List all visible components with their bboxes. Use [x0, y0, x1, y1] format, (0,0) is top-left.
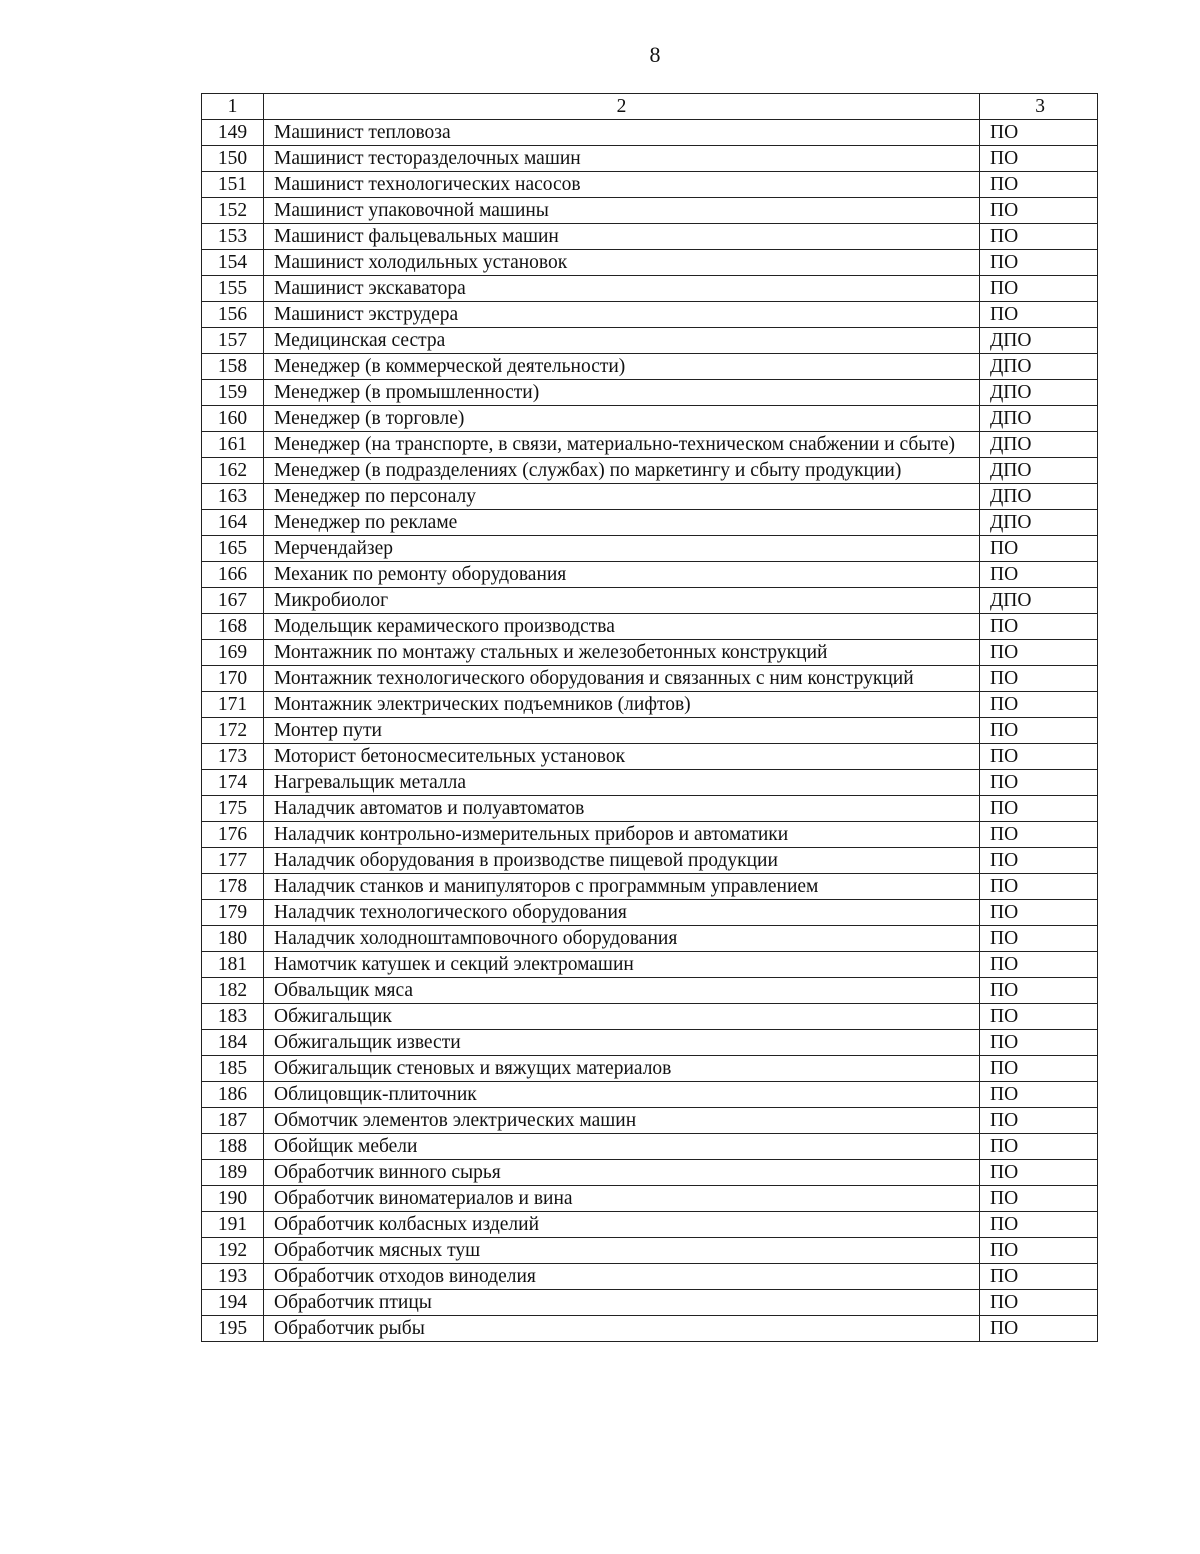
education-type-cell: ПО	[980, 614, 1098, 640]
profession-name-cell: Обмотчик элементов электрических машин	[264, 1108, 980, 1134]
table-row	[202, 1160, 1098, 1186]
row-number-cell: 150	[202, 146, 264, 172]
table-row	[202, 1004, 1098, 1030]
row-number-cell: 160	[202, 406, 264, 432]
education-type-cell: ПО	[980, 1108, 1098, 1134]
row-number-cell: 152	[202, 198, 264, 224]
row-number-cell: 191	[202, 1212, 264, 1238]
education-type-cell: ПО	[980, 1030, 1098, 1056]
row-number-cell: 172	[202, 718, 264, 744]
column-header-education: 3	[980, 94, 1098, 120]
profession-name-cell: Механик по ремонту оборудования	[264, 562, 980, 588]
education-type-cell: ПО	[980, 1004, 1098, 1030]
profession-name-cell: Модельщик керамического производства	[264, 614, 980, 640]
row-number-cell: 170	[202, 666, 264, 692]
education-type-cell: ПО	[980, 1186, 1098, 1212]
page-number: 8	[649, 42, 661, 67]
table-row	[202, 458, 1098, 484]
education-type-cell: ПО	[980, 874, 1098, 900]
row-number-cell: 180	[202, 926, 264, 952]
profession-name-cell: Машинист экструдера	[264, 302, 980, 328]
table-row	[202, 588, 1098, 614]
profession-name-cell: Монтажник технологического оборудования и связанных с ним конструкций	[264, 666, 980, 692]
table-header-row	[202, 94, 1098, 120]
professions-table	[201, 93, 1098, 1342]
table-row	[202, 250, 1098, 276]
education-type-cell: ПО	[980, 926, 1098, 952]
education-type-cell: ПО	[980, 900, 1098, 926]
profession-name-cell: Менеджер (в промышленности)	[264, 380, 980, 406]
education-type-cell: ДПО	[980, 458, 1098, 484]
profession-name-cell: Медицинская сестра	[264, 328, 980, 354]
profession-name-cell: Монтер пути	[264, 718, 980, 744]
table-row	[202, 146, 1098, 172]
row-number-cell: 156	[202, 302, 264, 328]
education-type-cell: ДПО	[980, 588, 1098, 614]
education-type-cell: ПО	[980, 666, 1098, 692]
table-row	[202, 822, 1098, 848]
table-row	[202, 1264, 1098, 1290]
profession-name-cell: Моторист бетоносмесительных установок	[264, 744, 980, 770]
table-row	[202, 198, 1098, 224]
education-type-cell: ПО	[980, 536, 1098, 562]
row-number-cell: 182	[202, 978, 264, 1004]
education-type-cell: ПО	[980, 224, 1098, 250]
row-number-cell: 169	[202, 640, 264, 666]
education-type-cell: ПО	[980, 640, 1098, 666]
table-row	[202, 614, 1098, 640]
row-number-cell: 175	[202, 796, 264, 822]
education-type-cell: ДПО	[980, 406, 1098, 432]
education-type-cell: ПО	[980, 770, 1098, 796]
education-type-cell: ПО	[980, 1082, 1098, 1108]
row-number-cell: 192	[202, 1238, 264, 1264]
row-number-cell: 181	[202, 952, 264, 978]
education-type-cell: ПО	[980, 1160, 1098, 1186]
profession-name-cell: Намотчик катушек и секций электромашин	[264, 952, 980, 978]
row-number-cell: 171	[202, 692, 264, 718]
table-row	[202, 406, 1098, 432]
education-type-cell: ПО	[980, 1290, 1098, 1316]
profession-name-cell: Наладчик оборудования в производстве пищевой продукции	[264, 848, 980, 874]
table-row	[202, 1316, 1098, 1342]
education-type-cell: ПО	[980, 120, 1098, 146]
table-row	[202, 432, 1098, 458]
education-type-cell: ПО	[980, 1056, 1098, 1082]
column-header-profession: 2	[264, 94, 980, 120]
row-number-cell: 149	[202, 120, 264, 146]
education-type-cell: ПО	[980, 276, 1098, 302]
table-row	[202, 1030, 1098, 1056]
table-row	[202, 952, 1098, 978]
education-type-cell: ПО	[980, 198, 1098, 224]
row-number-cell: 163	[202, 484, 264, 510]
education-type-cell: ПО	[980, 1212, 1098, 1238]
table-row	[202, 1108, 1098, 1134]
education-type-cell: ПО	[980, 302, 1098, 328]
table-row	[202, 302, 1098, 328]
table-row	[202, 770, 1098, 796]
education-type-cell: ПО	[980, 848, 1098, 874]
profession-name-cell: Обжигальщик извести	[264, 1030, 980, 1056]
table-row	[202, 1212, 1098, 1238]
profession-name-cell: Мерчендайзер	[264, 536, 980, 562]
table-row	[202, 1186, 1098, 1212]
education-type-cell: ДПО	[980, 432, 1098, 458]
profession-name-cell: Машинист экскаватора	[264, 276, 980, 302]
row-number-cell: 184	[202, 1030, 264, 1056]
profession-name-cell: Обработчик виноматериалов и вина	[264, 1186, 980, 1212]
table-row	[202, 874, 1098, 900]
row-number-cell: 178	[202, 874, 264, 900]
profession-name-cell: Машинист фальцевальных машин	[264, 224, 980, 250]
table-row	[202, 510, 1098, 536]
table-row	[202, 1082, 1098, 1108]
table-row	[202, 900, 1098, 926]
profession-name-cell: Обработчик отходов виноделия	[264, 1264, 980, 1290]
table-row	[202, 120, 1098, 146]
table-row	[202, 354, 1098, 380]
row-number-cell: 158	[202, 354, 264, 380]
education-type-cell: ПО	[980, 172, 1098, 198]
row-number-cell: 176	[202, 822, 264, 848]
row-number-cell: 173	[202, 744, 264, 770]
education-type-cell: ПО	[980, 146, 1098, 172]
profession-name-cell: Обработчик мясных туш	[264, 1238, 980, 1264]
row-number-cell: 194	[202, 1290, 264, 1316]
profession-name-cell: Обработчик винного сырья	[264, 1160, 980, 1186]
row-number-cell: 195	[202, 1316, 264, 1342]
row-number-cell: 166	[202, 562, 264, 588]
row-number-cell: 183	[202, 1004, 264, 1030]
row-number-cell: 159	[202, 380, 264, 406]
table-row	[202, 718, 1098, 744]
table-header	[202, 94, 1098, 120]
education-type-cell: ДПО	[980, 484, 1098, 510]
table-row	[202, 692, 1098, 718]
profession-name-cell: Обработчик птицы	[264, 1290, 980, 1316]
table-row	[202, 796, 1098, 822]
row-number-cell: 162	[202, 458, 264, 484]
education-type-cell: ДПО	[980, 380, 1098, 406]
table-body	[202, 120, 1098, 1342]
profession-name-cell: Менеджер (в подразделениях (службах) по маркетингу и сбыту продукции)	[264, 458, 980, 484]
table-row	[202, 848, 1098, 874]
row-number-cell: 185	[202, 1056, 264, 1082]
row-number-cell: 155	[202, 276, 264, 302]
table-row	[202, 1056, 1098, 1082]
profession-name-cell: Машинист технологических насосов	[264, 172, 980, 198]
table-row	[202, 380, 1098, 406]
profession-name-cell: Менеджер по персоналу	[264, 484, 980, 510]
row-number-cell: 189	[202, 1160, 264, 1186]
profession-name-cell: Менеджер (в торговле)	[264, 406, 980, 432]
table-row	[202, 1134, 1098, 1160]
education-type-cell: ПО	[980, 822, 1098, 848]
profession-name-cell: Менеджер (в коммерческой деятельности)	[264, 354, 980, 380]
profession-name-cell: Машинист тепловоза	[264, 120, 980, 146]
profession-name-cell: Наладчик технологического оборудования	[264, 900, 980, 926]
row-number-cell: 188	[202, 1134, 264, 1160]
row-number-cell: 161	[202, 432, 264, 458]
row-number-cell: 190	[202, 1186, 264, 1212]
profession-name-cell: Наладчик холодноштамповочного оборудования	[264, 926, 980, 952]
row-number-cell: 187	[202, 1108, 264, 1134]
profession-name-cell: Машинист холодильных установок	[264, 250, 980, 276]
education-type-cell: ДПО	[980, 354, 1098, 380]
table-row	[202, 640, 1098, 666]
education-type-cell: ПО	[980, 744, 1098, 770]
profession-name-cell: Обвальщик мяса	[264, 978, 980, 1004]
row-number-cell: 157	[202, 328, 264, 354]
education-type-cell: ПО	[980, 1316, 1098, 1342]
profession-name-cell: Обработчик рыбы	[264, 1316, 980, 1342]
profession-name-cell: Обжигальщик стеновых и вяжущих материалов	[264, 1056, 980, 1082]
education-type-cell: ПО	[980, 1238, 1098, 1264]
row-number-cell: 165	[202, 536, 264, 562]
education-type-cell: ПО	[980, 952, 1098, 978]
education-type-cell: ПО	[980, 692, 1098, 718]
column-header-number: 1	[202, 94, 264, 120]
table-row	[202, 536, 1098, 562]
row-number-cell: 153	[202, 224, 264, 250]
education-type-cell: ДПО	[980, 510, 1098, 536]
profession-name-cell: Менеджер (на транспорте, в связи, материально-техническом снабжении и сбыте)	[264, 432, 980, 458]
profession-name-cell: Наладчик автоматов и полуавтоматов	[264, 796, 980, 822]
table-row	[202, 1290, 1098, 1316]
table-row	[202, 1238, 1098, 1264]
row-number-cell: 174	[202, 770, 264, 796]
education-type-cell: ПО	[980, 1264, 1098, 1290]
row-number-cell: 179	[202, 900, 264, 926]
table-row	[202, 562, 1098, 588]
table-row	[202, 224, 1098, 250]
table-row	[202, 926, 1098, 952]
profession-name-cell: Обработчик колбасных изделий	[264, 1212, 980, 1238]
profession-name-cell: Машинист упаковочной машины	[264, 198, 980, 224]
profession-name-cell: Наладчик контрольно-измерительных приборов и автоматики	[264, 822, 980, 848]
profession-name-cell: Монтажник по монтажу стальных и железобетонных конструкций	[264, 640, 980, 666]
row-number-cell: 167	[202, 588, 264, 614]
profession-name-cell: Микробиолог	[264, 588, 980, 614]
row-number-cell: 177	[202, 848, 264, 874]
education-type-cell: ПО	[980, 1134, 1098, 1160]
row-number-cell: 193	[202, 1264, 264, 1290]
education-type-cell: ПО	[980, 562, 1098, 588]
table-row	[202, 328, 1098, 354]
education-type-cell: ПО	[980, 718, 1098, 744]
table-row	[202, 484, 1098, 510]
profession-name-cell: Обойщик мебели	[264, 1134, 980, 1160]
row-number-cell: 151	[202, 172, 264, 198]
row-number-cell: 154	[202, 250, 264, 276]
profession-name-cell: Нагревальщик металла	[264, 770, 980, 796]
table-row	[202, 172, 1098, 198]
profession-name-cell: Облицовщик-плиточник	[264, 1082, 980, 1108]
table-row	[202, 978, 1098, 1004]
table-row	[202, 744, 1098, 770]
education-type-cell: ДПО	[980, 328, 1098, 354]
row-number-cell: 186	[202, 1082, 264, 1108]
profession-name-cell: Машинист тесторазделочных машин	[264, 146, 980, 172]
education-type-cell: ПО	[980, 796, 1098, 822]
table-row	[202, 666, 1098, 692]
profession-name-cell: Менеджер по рекламе	[264, 510, 980, 536]
table-row	[202, 276, 1098, 302]
education-type-cell: ПО	[980, 250, 1098, 276]
profession-name-cell: Монтажник электрических подъемников (лифтов)	[264, 692, 980, 718]
profession-name-cell: Обжигальщик	[264, 1004, 980, 1030]
row-number-cell: 168	[202, 614, 264, 640]
profession-name-cell: Наладчик станков и манипуляторов с программным управлением	[264, 874, 980, 900]
education-type-cell: ПО	[980, 978, 1098, 1004]
row-number-cell: 164	[202, 510, 264, 536]
